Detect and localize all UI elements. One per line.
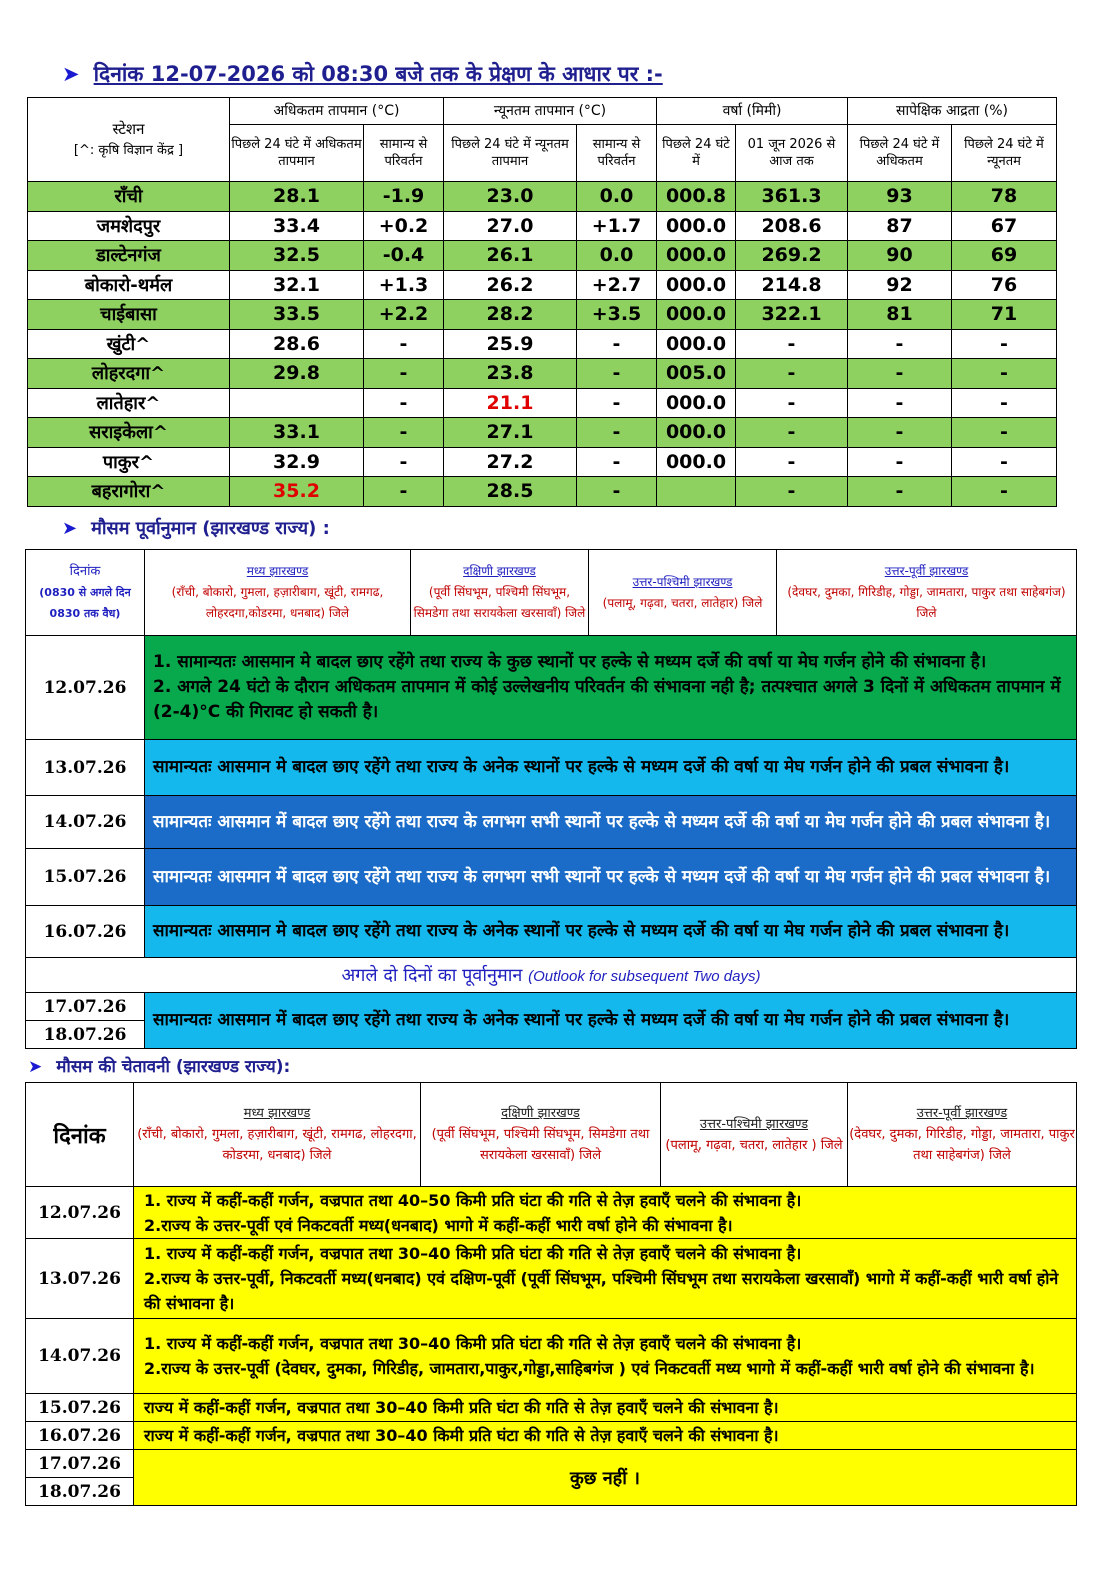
- station-value: 29.8: [230, 359, 364, 389]
- station-value: -: [848, 447, 952, 477]
- station-value: 87: [848, 211, 952, 241]
- station-row: [28, 329, 1057, 359]
- station-value: -: [364, 388, 444, 418]
- station-value: -: [736, 359, 848, 389]
- subheader: पिछले 24 घंटे में अधिकतम तापमान: [230, 125, 364, 182]
- station-value: 000.0: [657, 388, 736, 418]
- station-value: 35.2: [230, 477, 364, 507]
- station-value: -: [952, 447, 1057, 477]
- warn-zone-north-west: उत्तर-पश्चिमी झारखण्ड (पलामू, गढ़वा, चतरा, लातेहार ) जिले: [661, 1083, 848, 1187]
- station-row: [28, 270, 1057, 300]
- station-name: लातेहार^: [28, 388, 230, 418]
- station-name: डाल्टेनगंज: [28, 241, 230, 271]
- warning-text: राज्य में कहीं-कहीं गर्जन, वज्रपात तथा 30–40 किमी प्रति घंटा की गति से तेज़ हवाएँ चलने की संभावना है।: [134, 1422, 1077, 1450]
- station-value: -: [364, 359, 444, 389]
- station-value: 322.1: [736, 300, 848, 330]
- station-value: 90: [848, 241, 952, 271]
- station-value: 78: [952, 182, 1057, 212]
- station-value: 000.0: [657, 300, 736, 330]
- station-value: 000.0: [657, 447, 736, 477]
- forecast-heading: ➤ मौसम पूर्वानुमान (झारखण्ड राज्य) :: [62, 518, 330, 539]
- subheader: 01 जून 2026 से आज तक: [736, 125, 848, 182]
- station-row: [28, 418, 1057, 448]
- station-value: -: [577, 418, 657, 448]
- station-value: 21.1: [444, 388, 577, 418]
- station-name: पाकुर^: [28, 447, 230, 477]
- forecast-date: 13.07.26: [26, 740, 145, 796]
- station-value: -: [952, 359, 1057, 389]
- subheader: पिछले 24 घंटे में न्यूनतम: [952, 125, 1057, 182]
- station-value: 28.6: [230, 329, 364, 359]
- station-value: -: [577, 477, 657, 507]
- warning-text: राज्य में कहीं-कहीं गर्जन, वज्रपात तथा 30–40 किमी प्रति घंटा की गति से तेज़ हवाएँ चलने की संभावना है।: [134, 1394, 1077, 1422]
- station-value: 67: [952, 211, 1057, 241]
- station-value: -: [736, 418, 848, 448]
- station-name: सराइकेला^: [28, 418, 230, 448]
- station-value: 32.5: [230, 241, 364, 271]
- station-value: [657, 477, 736, 507]
- station-value: 0.0: [577, 182, 657, 212]
- warning-text: 1. राज्य में कहीं-कहीं गर्जन, वज्रपात तथा 30–40 किमी प्रति घंटा की गति से तेज़ हवाएँ चलने की संभावना है। 2.राज्य के उत्तर-पूर्वी, निकटवर्ती मध्य(धनबाद) एवं दक्षिण-पूर्वी (पूर्वी सिंघभूम, पश्चिमी सिंघभूम तथा सरायकेला खरसावाँ) भागो में कहीं-कहीं भारी वर्षा होने की संभावना है।: [134, 1239, 1077, 1319]
- warning-text: 1. राज्य में कहीं-कहीं गर्जन, वज्रपात तथा 40–50 किमी प्रति घंटा की गति से तेज़ हवाएँ चलने की संभावना है। 2.राज्य के उत्तर-पूर्वी एवं निकटवर्ती मध्य(धनबाद) भागो में कहीं-कहीं भारी वर्षा होने की संभावना है।: [134, 1187, 1077, 1239]
- outlook-date: 17.07.26: [26, 993, 145, 1021]
- forecast-text: सामान्यतः आसमान मे बादल छाए रहेंगे तथा राज्य के अनेक स्थानों पर हल्के से मध्यम दर्जे की वर्षा या मेघ गर्जन होने की प्रबल संभावना है।: [145, 740, 1077, 796]
- warning-date: 18.07.26: [26, 1478, 134, 1506]
- station-row: [28, 477, 1057, 507]
- station-value: -: [848, 329, 952, 359]
- station-row: [28, 182, 1057, 212]
- station-value: -: [577, 388, 657, 418]
- arrow-icon: ➤: [28, 1057, 43, 1077]
- station-value: +2.7: [577, 270, 657, 300]
- station-value: -: [848, 477, 952, 507]
- warning-heading: ➤ मौसम की चेतावनी (झारखण्ड राज्य):: [28, 1057, 291, 1077]
- observation-heading: ➤ दिनांक 12-07-2026 को 08:30 बजे तक के प्रेक्षण के आधार पर :-: [62, 62, 663, 86]
- outlook-date: 18.07.26: [26, 1021, 145, 1049]
- station-value: 92: [848, 270, 952, 300]
- station-value: -: [364, 477, 444, 507]
- station-value: -: [848, 388, 952, 418]
- station-name: जमशेदपुर: [28, 211, 230, 241]
- station-value: -: [952, 418, 1057, 448]
- station-value: +2.2: [364, 300, 444, 330]
- station-value: 000.8: [657, 182, 736, 212]
- station-value: 71: [952, 300, 1057, 330]
- station-value: -: [736, 477, 848, 507]
- station-value: -: [364, 418, 444, 448]
- zone-north-west: उत्तर-पश्चिमी झारखण्ड (पलामू, गढ़वा, चतरा, लातेहार) जिले: [589, 550, 777, 636]
- station-value: -: [848, 359, 952, 389]
- station-value: 28.1: [230, 182, 364, 212]
- forecast-text: सामान्यतः आसमान में बादल छाए रहेंगे तथा राज्य के लगभग सभी स्थानों पर हल्के से मध्यम दर्जे की वर्षा या मेघ गर्जन होने की प्रबल संभावना है।: [145, 796, 1077, 849]
- station-value: 000.0: [657, 418, 736, 448]
- station-value: 76: [952, 270, 1057, 300]
- warn-zone-central: मध्य झारखण्ड (राँची, बोकारो, गुमला, हज़ारीबाग, खूंटी, रामगढ, लोहरदगा, कोडरमा, धनबाद) जिले: [134, 1083, 421, 1187]
- rain-group: वर्षा (मिमी): [657, 98, 848, 125]
- station-value: 361.3: [736, 182, 848, 212]
- arrow-icon: ➤: [62, 62, 80, 86]
- station-name: चाईबासा: [28, 300, 230, 330]
- zone-south: दक्षिणी झारखण्ड (पूर्वी सिंघभूम, पश्चिमी सिंघभूम, सिमडेगा तथा सरायकेला खरसावाँ) जिले: [411, 550, 589, 636]
- station-value: -: [364, 447, 444, 477]
- warning-nil-text: कुछ नहीं ।: [134, 1450, 1077, 1506]
- station-value: 208.6: [736, 211, 848, 241]
- station-value: 0.0: [577, 241, 657, 271]
- station-name: बहरागोरा^: [28, 477, 230, 507]
- station-value: +1.3: [364, 270, 444, 300]
- station-value: -: [364, 329, 444, 359]
- station-value: -: [736, 447, 848, 477]
- humidity-group: सापेक्षिक आद्रता (%): [848, 98, 1057, 125]
- station-value: -1.9: [364, 182, 444, 212]
- subheader: पिछले 24 घंटे में: [657, 125, 736, 182]
- arrow-icon: ➤: [62, 518, 78, 539]
- zone-north-east: उत्तर-पूर्वी झारखण्ड (देवघर, दुमका, गिरिडीह, गोड्डा, जामतारा, पाकुर तथा साहेबगंज) जिले: [777, 550, 1077, 636]
- station-value: 93: [848, 182, 952, 212]
- station-value: 23.0: [444, 182, 577, 212]
- station-value: 27.2: [444, 447, 577, 477]
- station-row: [28, 241, 1057, 271]
- station-name: राँची: [28, 182, 230, 212]
- station-value: 26.2: [444, 270, 577, 300]
- forecast-date: 12.07.26: [26, 636, 145, 740]
- station-value: +3.5: [577, 300, 657, 330]
- observation-table: [27, 97, 1057, 507]
- forecast-text: सामान्यतः आसमान मे बादल छाए रहेंगे तथा राज्य के अनेक स्थानों पर हल्के से मध्यम दर्जे की वर्षा या मेघ गर्जन होने की प्रबल संभावना है।: [145, 906, 1077, 958]
- station-value: 000.0: [657, 241, 736, 271]
- station-value: -: [577, 359, 657, 389]
- warning-text: 1. राज्य में कहीं-कहीं गर्जन, वज्रपात तथा 30–40 किमी प्रति घंटा की गति से तेज़ हवाएँ चलने की संभावना है। 2.राज्य के उत्तर-पूर्वी (देवघर, दुमका, गिरिडीह, जामतारा,पाकुर,गोड्डा,साहिबगंज ) एवं निकटवर्ती मध्य भागो में कहीं-कहीं भारी वर्षा होने की संभावना है।: [134, 1319, 1077, 1394]
- station-name: खुंटी^: [28, 329, 230, 359]
- zone-central: मध्य झारखण्ड (राँची, बोकारो, गुमला, हज़ारीबाग, खूंटी, रामगढ, लोहरदगा,कोडरमा, धनबाद) जिले: [145, 550, 411, 636]
- station-value: 27.1: [444, 418, 577, 448]
- station-value: +1.7: [577, 211, 657, 241]
- station-header: स्टेशन [^: कृषि विज्ञान केंद्र ]: [28, 98, 230, 182]
- forecast-date: 14.07.26: [26, 796, 145, 849]
- station-value: 25.9: [444, 329, 577, 359]
- subheader: पिछले 24 घंटे में अधिकतम: [848, 125, 952, 182]
- forecast-text: सामान्यतः आसमान में बादल छाए रहेंगे तथा राज्य के लगभग सभी स्थानों पर हल्के से मध्यम दर्जे की वर्षा या मेघ गर्जन होने की प्रबल संभावना है।: [145, 849, 1077, 906]
- warning-table: [25, 1082, 1077, 1506]
- station-name: बोकारो-थर्मल: [28, 270, 230, 300]
- warning-date: 15.07.26: [26, 1394, 134, 1422]
- station-value: 000.0: [657, 211, 736, 241]
- station-value: -: [952, 477, 1057, 507]
- station-value: -: [952, 388, 1057, 418]
- max-temp-group: अधिकतम तापमान (°C): [230, 98, 444, 125]
- station-value: -0.4: [364, 241, 444, 271]
- station-value: 32.1: [230, 270, 364, 300]
- station-row: [28, 388, 1057, 418]
- station-row: [28, 211, 1057, 241]
- warn-zone-north-east: उत्तर-पूर्वी झारखण्ड (देवघर, दुमका, गिरिडीह, गोड्डा, जामतारा, पाकुर तथा साहेबगंज) जिले: [848, 1083, 1077, 1187]
- min-temp-group: न्यूनतम तापमान (°C): [444, 98, 657, 125]
- station-name: लोहरदगा^: [28, 359, 230, 389]
- forecast-date: 15.07.26: [26, 849, 145, 906]
- warn-zone-south: दक्षिणी झारखण्ड (पूर्वी सिंघभूम, पश्चिमी सिंघभूम, सिमडेगा तथा सरायकेला खरसावाँ) जिले: [421, 1083, 661, 1187]
- forecast-date-header: दिनांक (0830 से अगले दिन 0830 तक वैध): [26, 550, 145, 636]
- station-value: 005.0: [657, 359, 736, 389]
- station-value: +0.2: [364, 211, 444, 241]
- station-value: 000.0: [657, 329, 736, 359]
- outlook-title: अगले दो दिनों का पूर्वानुमान (Outlook for subsequent Two days): [26, 958, 1077, 993]
- station-row: [28, 359, 1057, 389]
- station-value: 33.1: [230, 418, 364, 448]
- station-value: 81: [848, 300, 952, 330]
- forecast-table: [25, 549, 1077, 1049]
- station-value: 27.0: [444, 211, 577, 241]
- station-value: [230, 388, 364, 418]
- warning-date: 13.07.26: [26, 1239, 134, 1319]
- forecast-date: 16.07.26: [26, 906, 145, 958]
- subheader: सामान्य से परिवर्तन: [577, 125, 657, 182]
- station-value: 23.8: [444, 359, 577, 389]
- station-value: 69: [952, 241, 1057, 271]
- station-value: 28.5: [444, 477, 577, 507]
- station-value: 33.5: [230, 300, 364, 330]
- subheader: पिछले 24 घंटे में न्यूनतम तापमान: [444, 125, 577, 182]
- station-row: [28, 447, 1057, 477]
- warning-date: 12.07.26: [26, 1187, 134, 1239]
- station-value: -: [577, 447, 657, 477]
- station-value: 28.2: [444, 300, 577, 330]
- warning-date: 16.07.26: [26, 1422, 134, 1450]
- station-value: -: [736, 388, 848, 418]
- station-value: 33.4: [230, 211, 364, 241]
- station-value: 32.9: [230, 447, 364, 477]
- station-value: -: [848, 418, 952, 448]
- station-value: -: [952, 329, 1057, 359]
- outlook-text: सामान्यतः आसमान में बादल छाए रहेंगे तथा राज्य के अनेक स्थानों पर हल्के से मध्यम दर्जे की वर्षा या मेघ गर्जन होने की प्रबल संभावना है।: [145, 993, 1077, 1049]
- station-value: 269.2: [736, 241, 848, 271]
- warning-date: 14.07.26: [26, 1319, 134, 1394]
- station-row: [28, 300, 1057, 330]
- station-value: -: [736, 329, 848, 359]
- station-value: 26.1: [444, 241, 577, 271]
- station-value: 214.8: [736, 270, 848, 300]
- warning-date: 17.07.26: [26, 1450, 134, 1478]
- forecast-text: 1. सामान्यतः आसमान मे बादल छाए रहेंगे तथा राज्य के कुछ स्थानों पर हल्के से मध्यम दर्जे की वर्षा या मेघ गर्जन होने की संभावना है। 2. अगले 24 घंटो के दौरान अधिकतम तापमान में कोई उल्लेखनीय परिवर्तन की संभावना नही है; तत्पश्चात अगले 3 दिनों में अधिकतम तापमान में (2-4)°C की गिरावट हो सकती है।: [145, 636, 1077, 740]
- subheader: सामान्य से परिवर्तन: [364, 125, 444, 182]
- warning-date-header: दिनांक: [26, 1083, 134, 1187]
- station-value: -: [577, 329, 657, 359]
- station-value: 000.0: [657, 270, 736, 300]
